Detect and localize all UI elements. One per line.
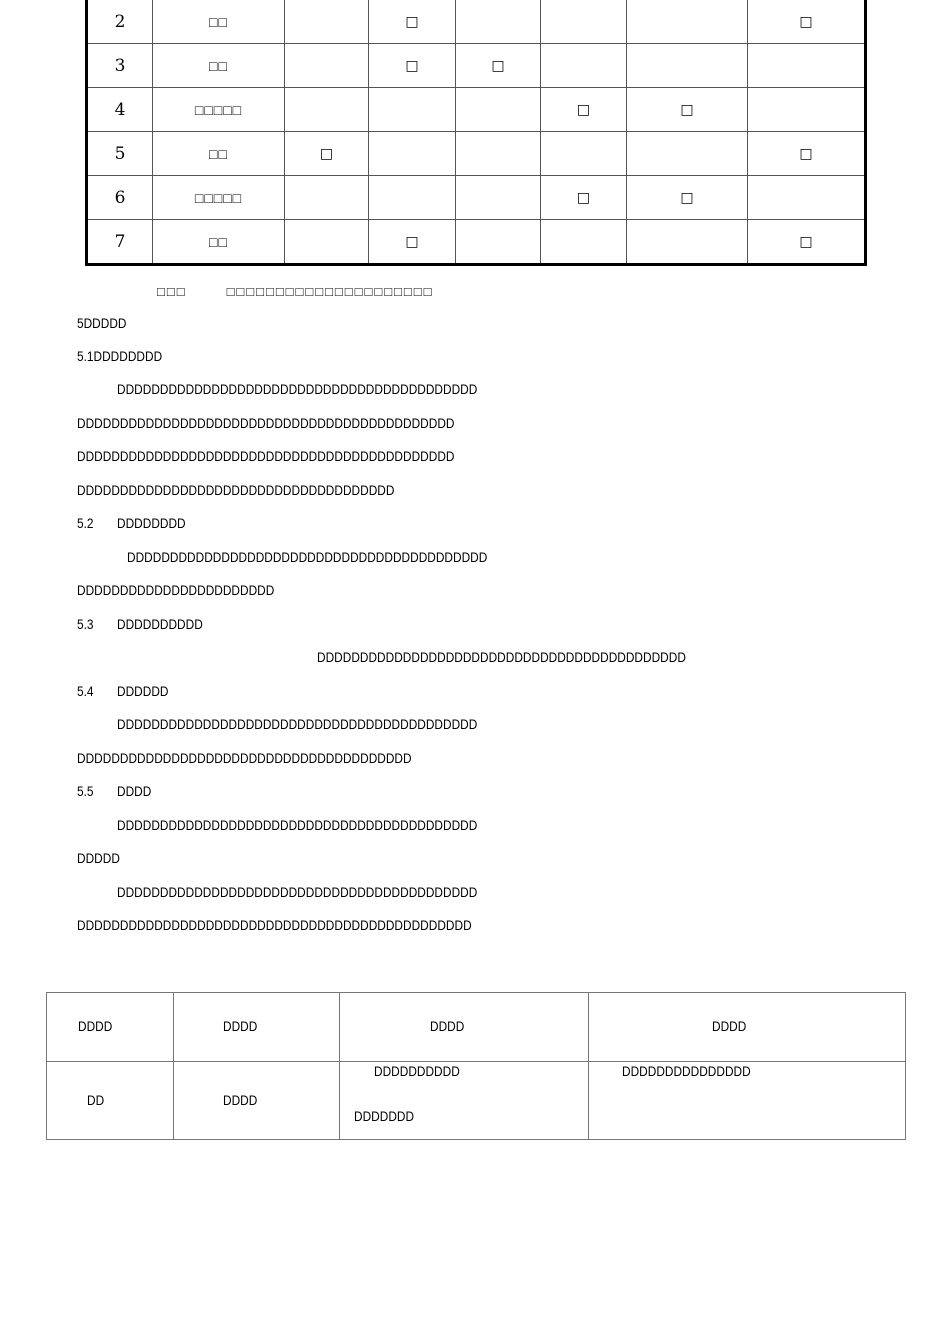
subsection-title-5-2: DDDDDDDD <box>117 516 186 531</box>
row-name: □□□□□ <box>153 88 285 132</box>
signature-table <box>46 992 906 1140</box>
row-number: 7 <box>87 220 153 265</box>
matrix-cell: □ <box>369 44 456 88</box>
paragraph-line: DDDDDDDDDDDDDDDDDDDDDDDDDDDDDDDDDDDDDDDDDD <box>117 885 478 900</box>
matrix-cell <box>627 220 748 265</box>
matrix-cell <box>627 44 748 88</box>
subsection-number-5-2: 5.2 <box>77 516 94 531</box>
table-cell: DDDD <box>174 1062 340 1140</box>
matrix-row <box>87 176 866 220</box>
table-cell: DDDDDDDDDD DDDDDDD <box>340 1062 589 1140</box>
matrix-cell: □ <box>285 132 369 176</box>
matrix-cell <box>456 176 541 220</box>
matrix-cell: □ <box>627 88 748 132</box>
paragraph-line: DDDDDDDDDDDDDDDDDDDDDDDDDDDDDDDDDDDDDDDDDDD <box>317 650 686 665</box>
matrix-cell: □ <box>748 0 866 44</box>
matrix-cell <box>541 0 627 44</box>
paragraph-line: DDDDDDDDDDDDDDDDDDDDDDDDDDDDDDDDDDDDDDDDDD <box>117 717 478 732</box>
matrix-row <box>87 88 866 132</box>
matrix-cell <box>627 132 748 176</box>
table-header-row <box>47 993 906 1062</box>
paragraph-line: DDDDD <box>77 851 120 866</box>
subsection-title-5-5: DDDD <box>117 784 152 799</box>
paragraph-line: DDDDDDDDDDDDDDDDDDDDDDDDDDDDDDDDDDDDDDDDDDDDDD <box>77 918 472 933</box>
table-caption <box>157 284 433 299</box>
row-name: □□ <box>153 132 285 176</box>
caption-text: □□□□□□□□□□□□□□□□□□□□□ <box>226 284 434 299</box>
matrix-cell <box>541 220 627 265</box>
matrix-cell: □ <box>456 44 541 88</box>
matrix-cell <box>369 132 456 176</box>
table-cell: DD <box>47 1062 174 1140</box>
matrix-cell <box>456 220 541 265</box>
paragraph-line: DDDDDDDDDDDDDDDDDDDDDDDDDDDDDDDDDDDDDDDDDDDD <box>77 416 455 431</box>
table-cell: DDDDDDDDDDDDDDD <box>589 1062 906 1140</box>
subsection-number-5-3: 5.3 <box>77 617 94 632</box>
paragraph-line: DDDDDDDDDDDDDDDDDDDDDDD <box>77 583 275 598</box>
row-number: 4 <box>87 88 153 132</box>
subsection-number-5-4: 5.4 <box>77 684 94 699</box>
matrix-row <box>87 132 866 176</box>
status-matrix-table <box>85 0 867 266</box>
matrix-cell: □ <box>369 0 456 44</box>
matrix-cell <box>541 44 627 88</box>
matrix-cell <box>285 176 369 220</box>
header-cell: DDDD <box>47 993 174 1062</box>
caption-label: □□□ <box>157 284 187 299</box>
matrix-cell <box>285 220 369 265</box>
matrix-cell: □ <box>541 88 627 132</box>
matrix-row <box>87 0 866 44</box>
paragraph-line: DDDDDDDDDDDDDDDDDDDDDDDDDDDDDDDDDDDDDDDDDD <box>117 818 478 833</box>
matrix-cell <box>285 44 369 88</box>
row-number: 2 <box>87 0 153 44</box>
matrix-cell: □ <box>541 176 627 220</box>
matrix-cell <box>369 176 456 220</box>
row-name: □□ <box>153 44 285 88</box>
row-name: □□□□□ <box>153 176 285 220</box>
matrix-cell <box>748 44 866 88</box>
matrix-cell: □ <box>748 220 866 265</box>
matrix-cell: □ <box>748 132 866 176</box>
subsection-heading-5-1: 5.1DDDDDDDD <box>77 349 163 364</box>
subsection-title-5-3: DDDDDDDDDD <box>117 617 203 632</box>
paragraph-line: DDDDDDDDDDDDDDDDDDDDDDDDDDDDDDDDDDDDDDD <box>77 751 412 766</box>
matrix-cell <box>456 88 541 132</box>
header-cell: DDDD <box>174 993 340 1062</box>
subsection-number-5-5: 5.5 <box>77 784 94 799</box>
row-number: 6 <box>87 176 153 220</box>
section-heading-5: 5DDDDD <box>77 316 127 331</box>
matrix-cell <box>285 88 369 132</box>
matrix-cell: □ <box>627 176 748 220</box>
matrix-cell: □ <box>369 220 456 265</box>
matrix-cell <box>627 0 748 44</box>
matrix-cell <box>456 132 541 176</box>
row-number: 5 <box>87 132 153 176</box>
matrix-cell <box>541 132 627 176</box>
matrix-row <box>87 220 866 265</box>
matrix-cell <box>285 0 369 44</box>
paragraph-line: DDDDDDDDDDDDDDDDDDDDDDDDDDDDDDDDDDDDDDDDDD <box>117 382 478 397</box>
paragraph-line: DDDDDDDDDDDDDDDDDDDDDDDDDDDDDDDDDDDDDDDDDDDD <box>77 449 455 464</box>
table-row <box>47 1062 906 1140</box>
matrix-cell <box>369 88 456 132</box>
header-cell: DDDD <box>589 993 906 1062</box>
paragraph-line: DDDDDDDDDDDDDDDDDDDDDDDDDDDDDDDDDDDDD <box>77 483 395 498</box>
row-name: □□ <box>153 220 285 265</box>
row-name: □□ <box>153 0 285 44</box>
matrix-cell <box>748 88 866 132</box>
subsection-title-5-4: DDDDDD <box>117 684 169 699</box>
paragraph-line: DDDDDDDDDDDDDDDDDDDDDDDDDDDDDDDDDDDDDDDDDD <box>127 550 488 565</box>
matrix-cell <box>456 0 541 44</box>
header-cell: DDDD <box>340 993 589 1062</box>
matrix-cell <box>748 176 866 220</box>
matrix-row <box>87 44 866 88</box>
row-number: 3 <box>87 44 153 88</box>
